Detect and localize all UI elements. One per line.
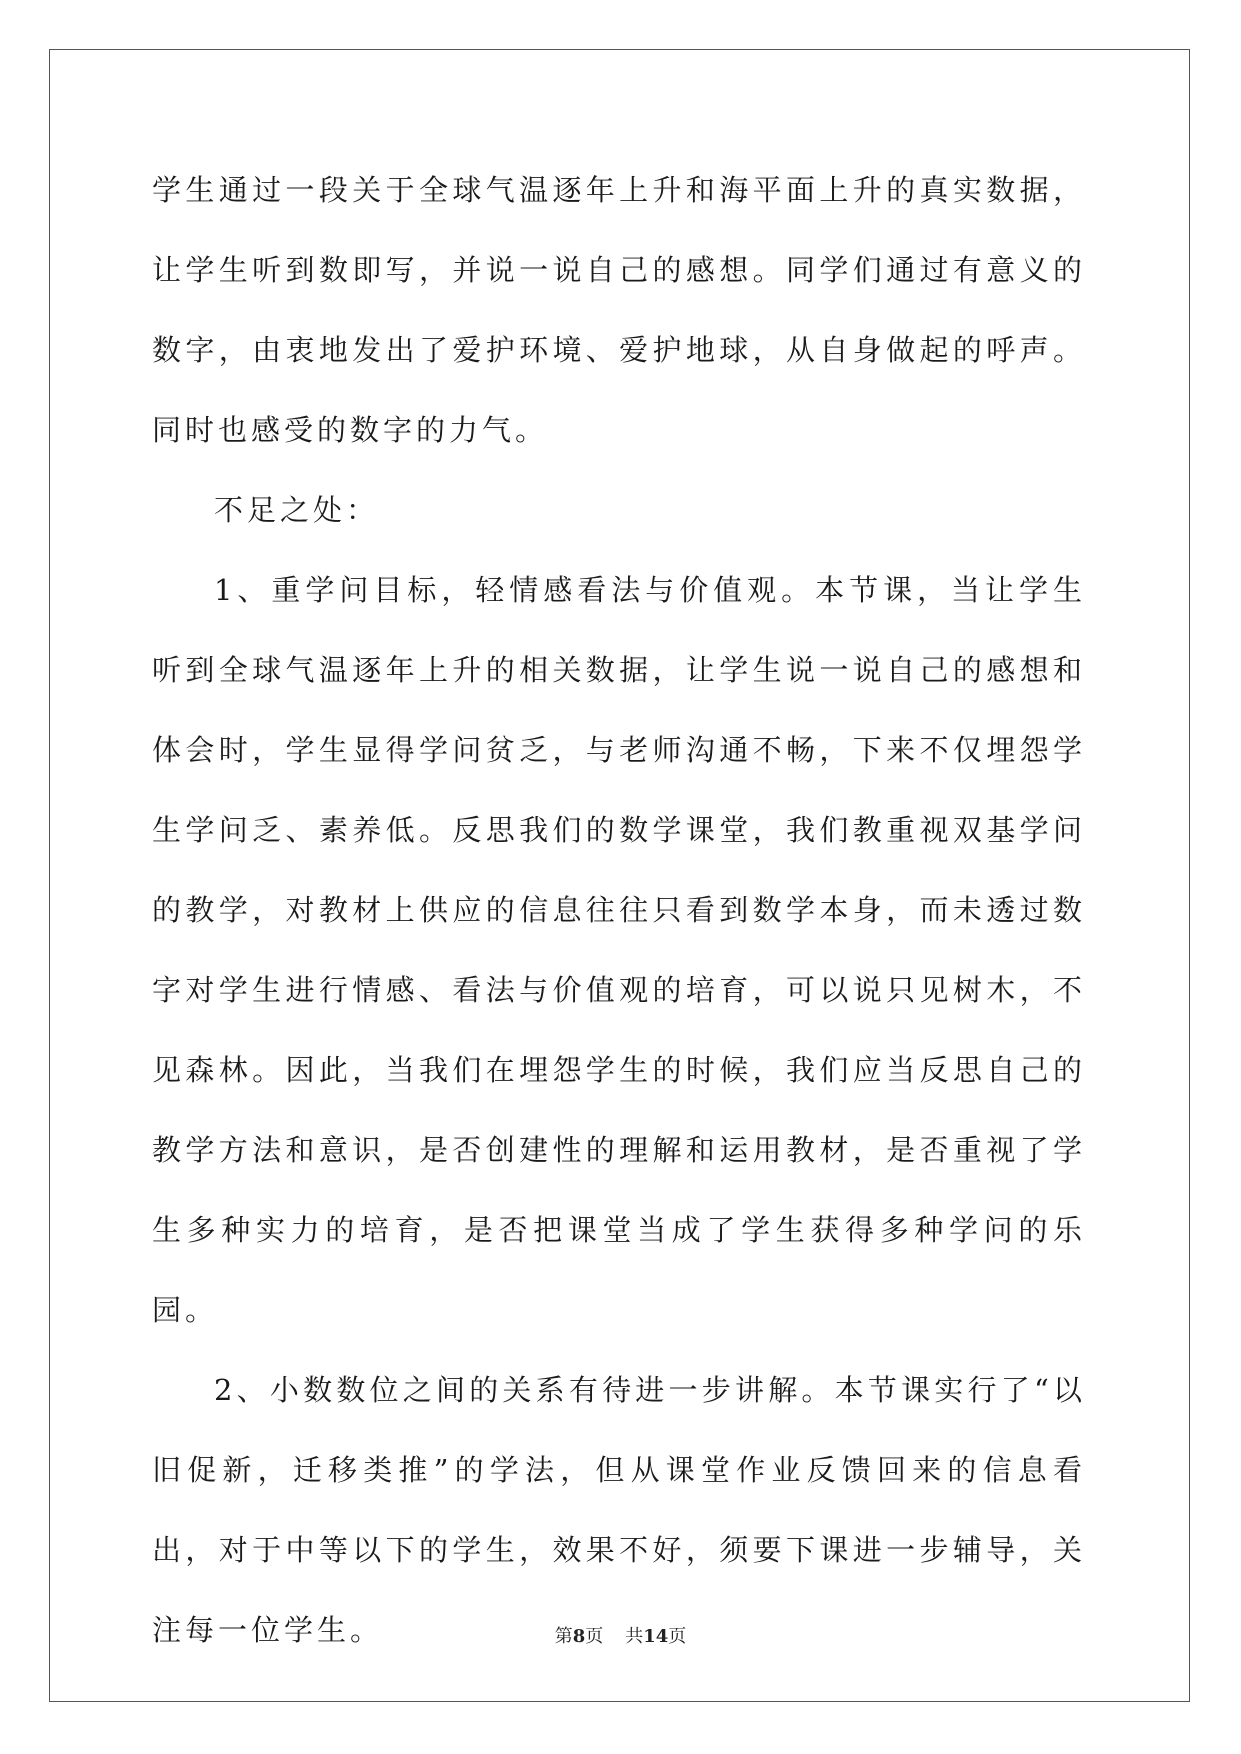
- paragraph-continuation: 学生通过一段关于全球气温逐年上升和海平面上升的真实数据，让学生听到数即写，并说一说自己的感想。同学们通过有意义的数字，由衷地发出了爱护环境、爱护地球，从自身做起的呼声。同时也感受的数字的力气。: [152, 173, 1086, 447]
- page-footer: [0, 1625, 1241, 1649]
- paragraph-shortcomings-heading: 不足之处：: [214, 493, 380, 527]
- page-number-current: 8: [572, 1626, 586, 1647]
- paragraph-point-1: 1、重学问目标，轻情感看法与价值观。本节课，当让学生听到全球气温逐年上升的相关数据，让学生说一说自己的感想和体会时，学生显得学问贫乏，与老师沟通不畅，下来不仅埋怨学生学问乏、素养低。反思我们的数学课堂，我们教重视双基学问的教学，对教材上供应的信息往往只看到数学本身，而未透过数字对学生进行情感、看法与价值观的培育，可以说只见树木，不见森林。因此，当我们在埋怨学生的时候，我们应当反思自己的教学方法和意识，是否创建性的理解和运用教材，是否重视了学生多种实力的培育，是否把课堂当成了学生获得多种学问的乐园。: [152, 573, 1086, 1327]
- page-number-suffix: 页: [585, 1626, 604, 1647]
- page-total-suffix: 页: [668, 1626, 687, 1647]
- document-body: [152, 150, 1086, 1670]
- paragraph-point-2: 2、小数数位之间的关系有待进一步讲解。本节课实行了“以旧促新，迁移类推”的学法，但从课堂作业反馈回来的信息看出，对于中等以下的学生，效果不好，须要下课进一步辅导，关注每一位学生。: [152, 1373, 1086, 1647]
- page-total-prefix: 共: [625, 1626, 644, 1647]
- page-number-total: 14: [643, 1626, 669, 1647]
- page-number-prefix: 第: [554, 1626, 573, 1647]
